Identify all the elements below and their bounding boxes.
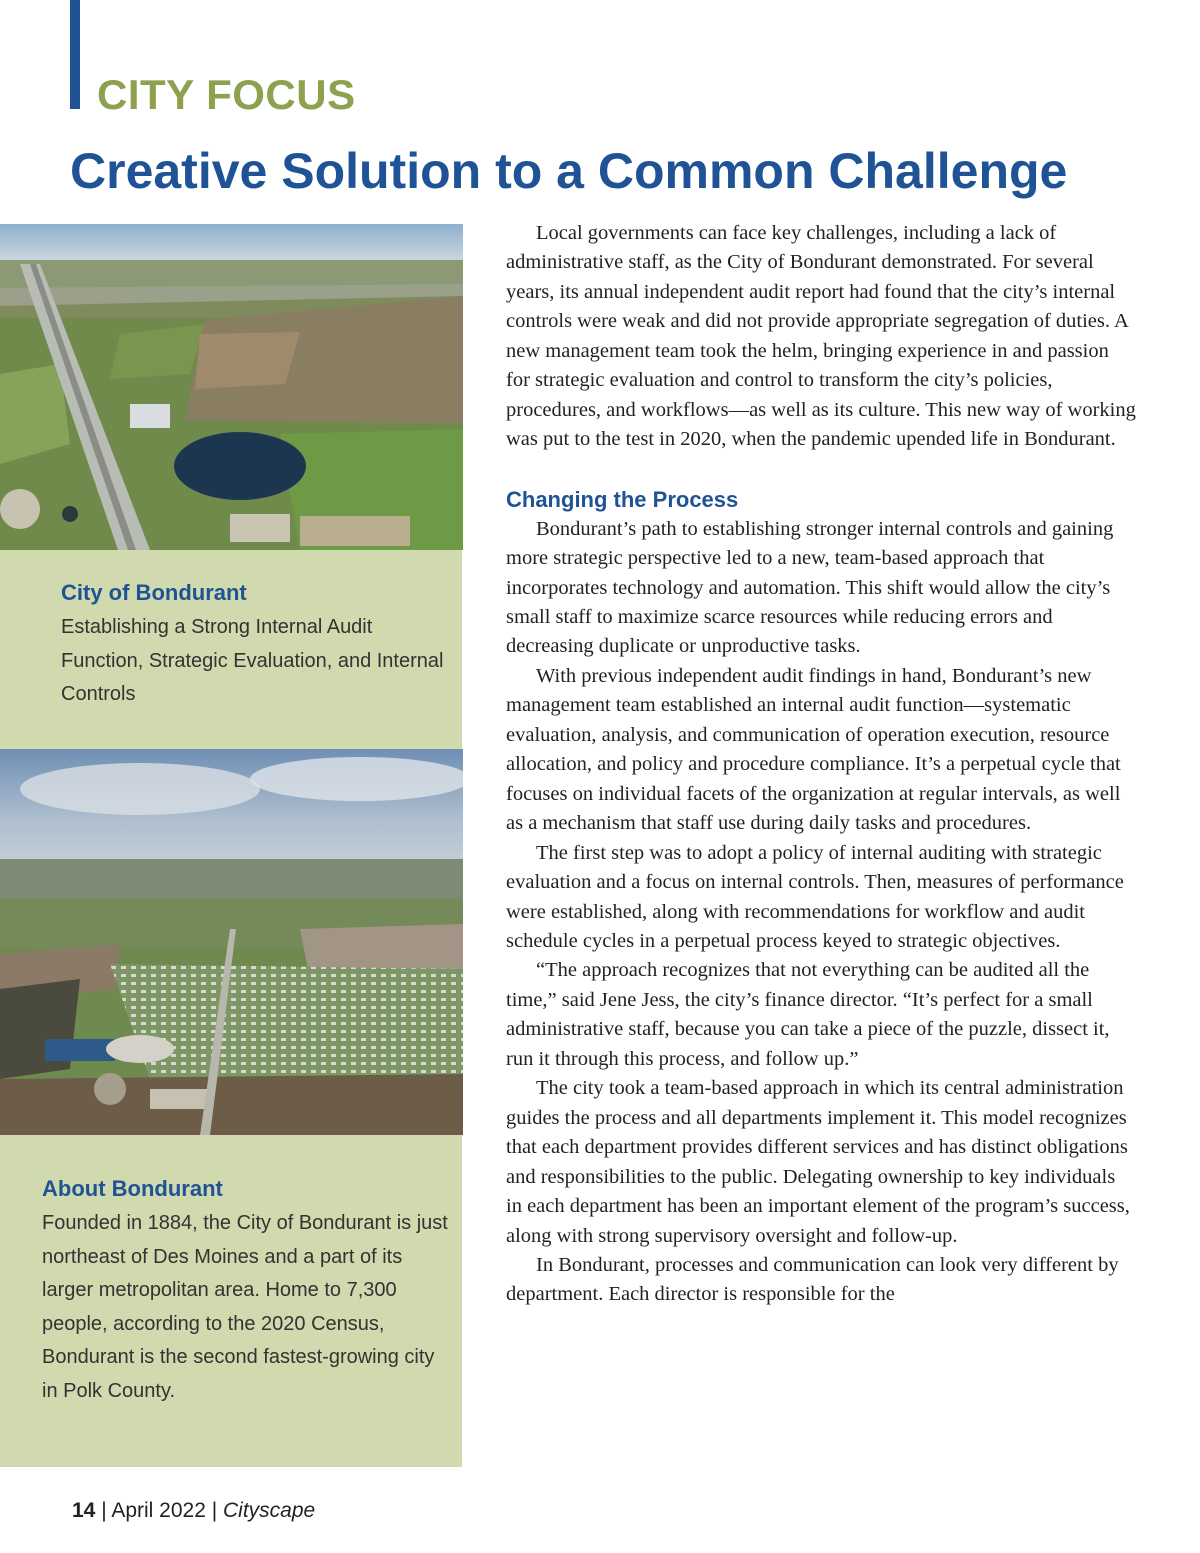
article-paragraph: The first step was to adopt a policy of internal auditing with strategic evaluation and a focus on internal controls. Then, measures of performance were established, along with recommendations for workflow and audit schedule cycles in a perpetual process keyed to strategic objectives. — [506, 841, 1124, 952]
article-paragraph: With previous independent audit findings in hand, Bondurant’s new management team established an internal audit function—systematic evaluation, analysis, and communication of operation execution, resource allocation, and policy and procedure compliance. It’s a perpetual cycle that focuses on individual facets of the organization at regular intervals, as well as a mechanism that staff use during daily tasks and procedures. — [506, 664, 1121, 835]
accent-bar — [70, 0, 80, 109]
footer-separator: | — [95, 1499, 112, 1522]
section-label — [97, 70, 356, 120]
sidebar-box-city — [0, 550, 462, 749]
article-paragraph: In Bondurant, processes and communication can look very different by department. Each director is responsible for the — [506, 1253, 1119, 1306]
sidebar-box-about — [0, 1135, 462, 1467]
article-intro: Local governments can face key challenges, including a lack of administrative staff, as the City of Bondurant demonstrated. For several years, its annual independent audit report had found that the city’s internal controls were weak and did not provide appropriate segregation of duties. A new management team took the helm, bringing experience in and passion for strategic evaluation and control to transform the city’s policies, procedures, and workflows—as well as its culture. This new way of working was put to the test in 2020, when the pandemic upended life in Bondurant. — [506, 222, 1136, 451]
sidebar-box-city-text: Establishing a Strong Internal Audit Function, Strategic Evaluation, and Internal Controls — [61, 616, 444, 705]
section-label-rest: FOCUS — [193, 71, 356, 118]
article-paragraph: The city took a team-based approach in which its central administration guides the process and all departments implement it. This model recognizes that each department provides different services and has distinct obligations and responsibilities to the public. Delegating ownership to key individuals in each department has been an important element of the program’s success, along with strong supervisory oversight and follow-up. — [506, 1077, 1130, 1247]
page-footer — [72, 1497, 315, 1525]
article-body — [506, 219, 1136, 1310]
issue-date: April 2022 — [111, 1499, 206, 1522]
publication-name: Cityscape — [223, 1499, 316, 1522]
page-number: 14 — [72, 1499, 96, 1522]
aerial-photo-town — [0, 749, 463, 1135]
article-paragraph: “The approach recognizes that not everything can be audited all the time,” said Jene Jess, the city’s finance director. “It’s perfect for a small administrative staff, because you can take a piece of the puzzle, dissect it, run it through this process, and follow up.” — [506, 959, 1110, 1070]
headline: Creative Solution to a Common Challenge — [70, 143, 1068, 199]
aerial-photo-town-drawing — [0, 749, 463, 1135]
footer-separator: | — [205, 1499, 224, 1522]
sidebar-box-about-title: About Bondurant — [42, 1176, 223, 1201]
article-subhead: Changing the Process — [506, 486, 739, 512]
sidebar-box-city-title: City of Bondurant — [61, 580, 247, 605]
section-label-strong: CITY — [97, 71, 194, 118]
aerial-photo-farmland-drawing — [0, 224, 463, 550]
article-paragraph: Bondurant’s path to establishing stronger internal controls and gaining more strategic perspective led to a new, team-based approach that incorporates technology and automation. This shift would allow the city’s small staff to maximize scarce resources while reducing errors and decreasing duplicate or unproductive tasks. — [506, 517, 1114, 658]
aerial-photo-farmland — [0, 224, 463, 550]
sidebar-box-about-text: Founded in 1884, the City of Bondurant is just northeast of Des Moines and a part of its larger metropolitan area. Home to 7,300 people, according to the 2020 Census, Bondurant is the second fastest-growing city in Polk County. — [42, 1212, 448, 1402]
